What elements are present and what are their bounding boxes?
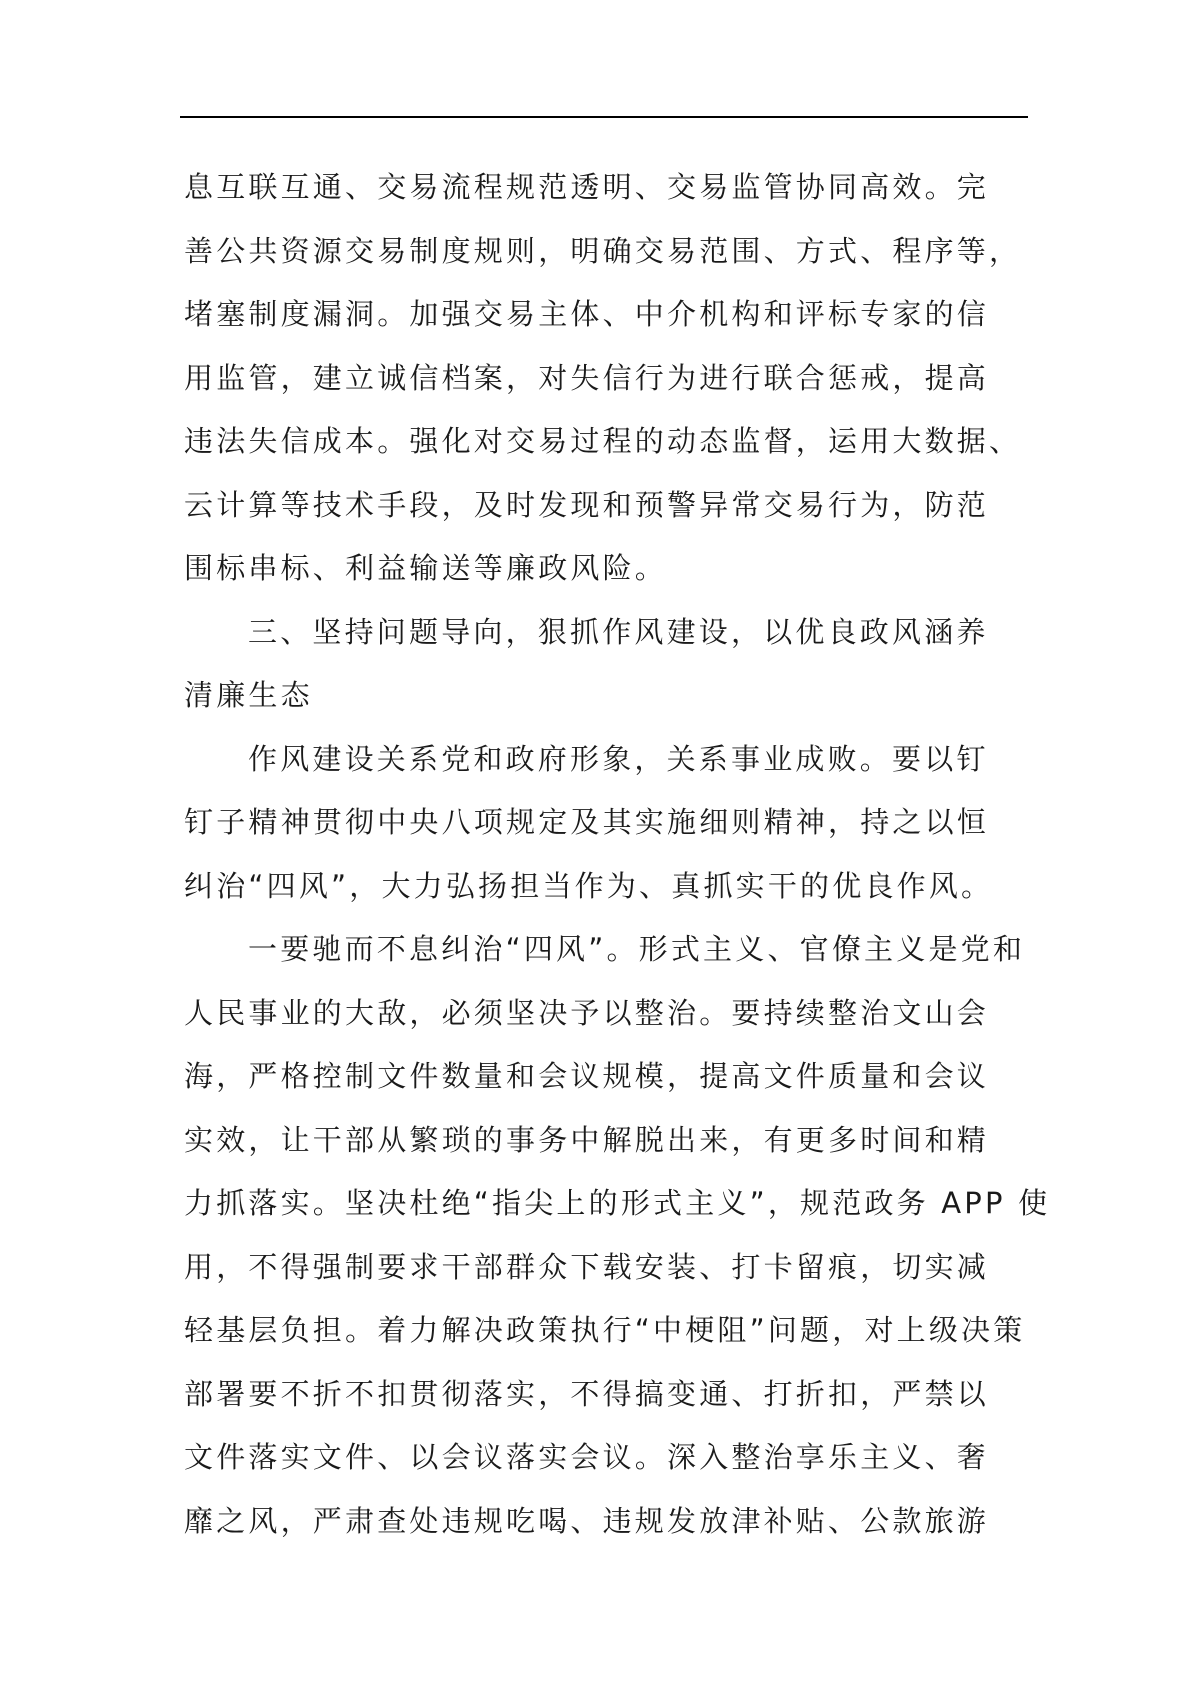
text-line: 力抓落实。坚决杜绝“指尖上的形式主义”，规范政务 APP 使 <box>184 1186 1051 1220</box>
text-line: 轻基层负担。着力解决政策执行“中梗阻”问题，对上级决策 <box>184 1313 1026 1347</box>
text-line: 纠治“四风”，大力弘扬担当作为、真抓实干的优良作风。 <box>184 868 994 903</box>
header-rule <box>180 116 1028 118</box>
text-line: 云计算等技术手段，及时发现和预警异常交易行为，防范 <box>184 487 990 522</box>
text-line: 钉子精神贯彻中央八项规定及其实施细则精神，持之以恒 <box>184 805 990 839</box>
text-line: 善公共资源交易制度规则，明确交易范围、方式、程序等， <box>184 233 1022 268</box>
text-line: 堵塞制度漏洞。加强交易主体、中介机构和评标专家的信 <box>184 297 990 331</box>
text-line: 用，不得强制要求干部群众下载安装、打卡留痕，切实减 <box>184 1249 990 1284</box>
text-line: 靡之风，严肃查处违规吃喝、违规发放津补贴、公款旅游 <box>184 1503 990 1538</box>
text-line: 息互联互通、交易流程规范透明、交易监管协同高效。完 <box>184 170 990 204</box>
section-heading: 三、坚持问题导向，狠抓作风建设，以优良政风涵养 <box>248 614 989 649</box>
text-line: 人民事业的大敌，必须坚决予以整治。要持续整治文山会 <box>184 995 990 1030</box>
text-line: 文件落实文件、以会议落实会议。深入整治享乐主义、奢 <box>184 1440 990 1474</box>
body-text <box>184 156 1051 1553</box>
section-heading-continued: 清廉生态 <box>184 678 313 712</box>
text-line: 实效，让干部从繁琐的事务中解脱出来，有更多时间和精 <box>184 1122 990 1157</box>
text-line: 一要驰而不息纠治“四风”。形式主义、官僚主义是党和 <box>248 932 1026 966</box>
text-line: 部署要不折不扣贯彻落实，不得搞变通、打折扣，严禁以 <box>184 1376 990 1411</box>
text-line: 作风建设关系党和政府形象，关系事业成败。要以钉 <box>248 741 989 776</box>
text-line: 围标串标、利益输送等廉政风险。 <box>184 551 668 585</box>
text-line: 海，严格控制文件数量和会议规模，提高文件质量和会议 <box>184 1059 990 1093</box>
text-line: 用监管，建立诚信档案，对失信行为进行联合惩戒，提高 <box>184 360 990 395</box>
text-line: 违法失信成本。强化对交易过程的动态监督，运用大数据、 <box>184 424 1022 458</box>
